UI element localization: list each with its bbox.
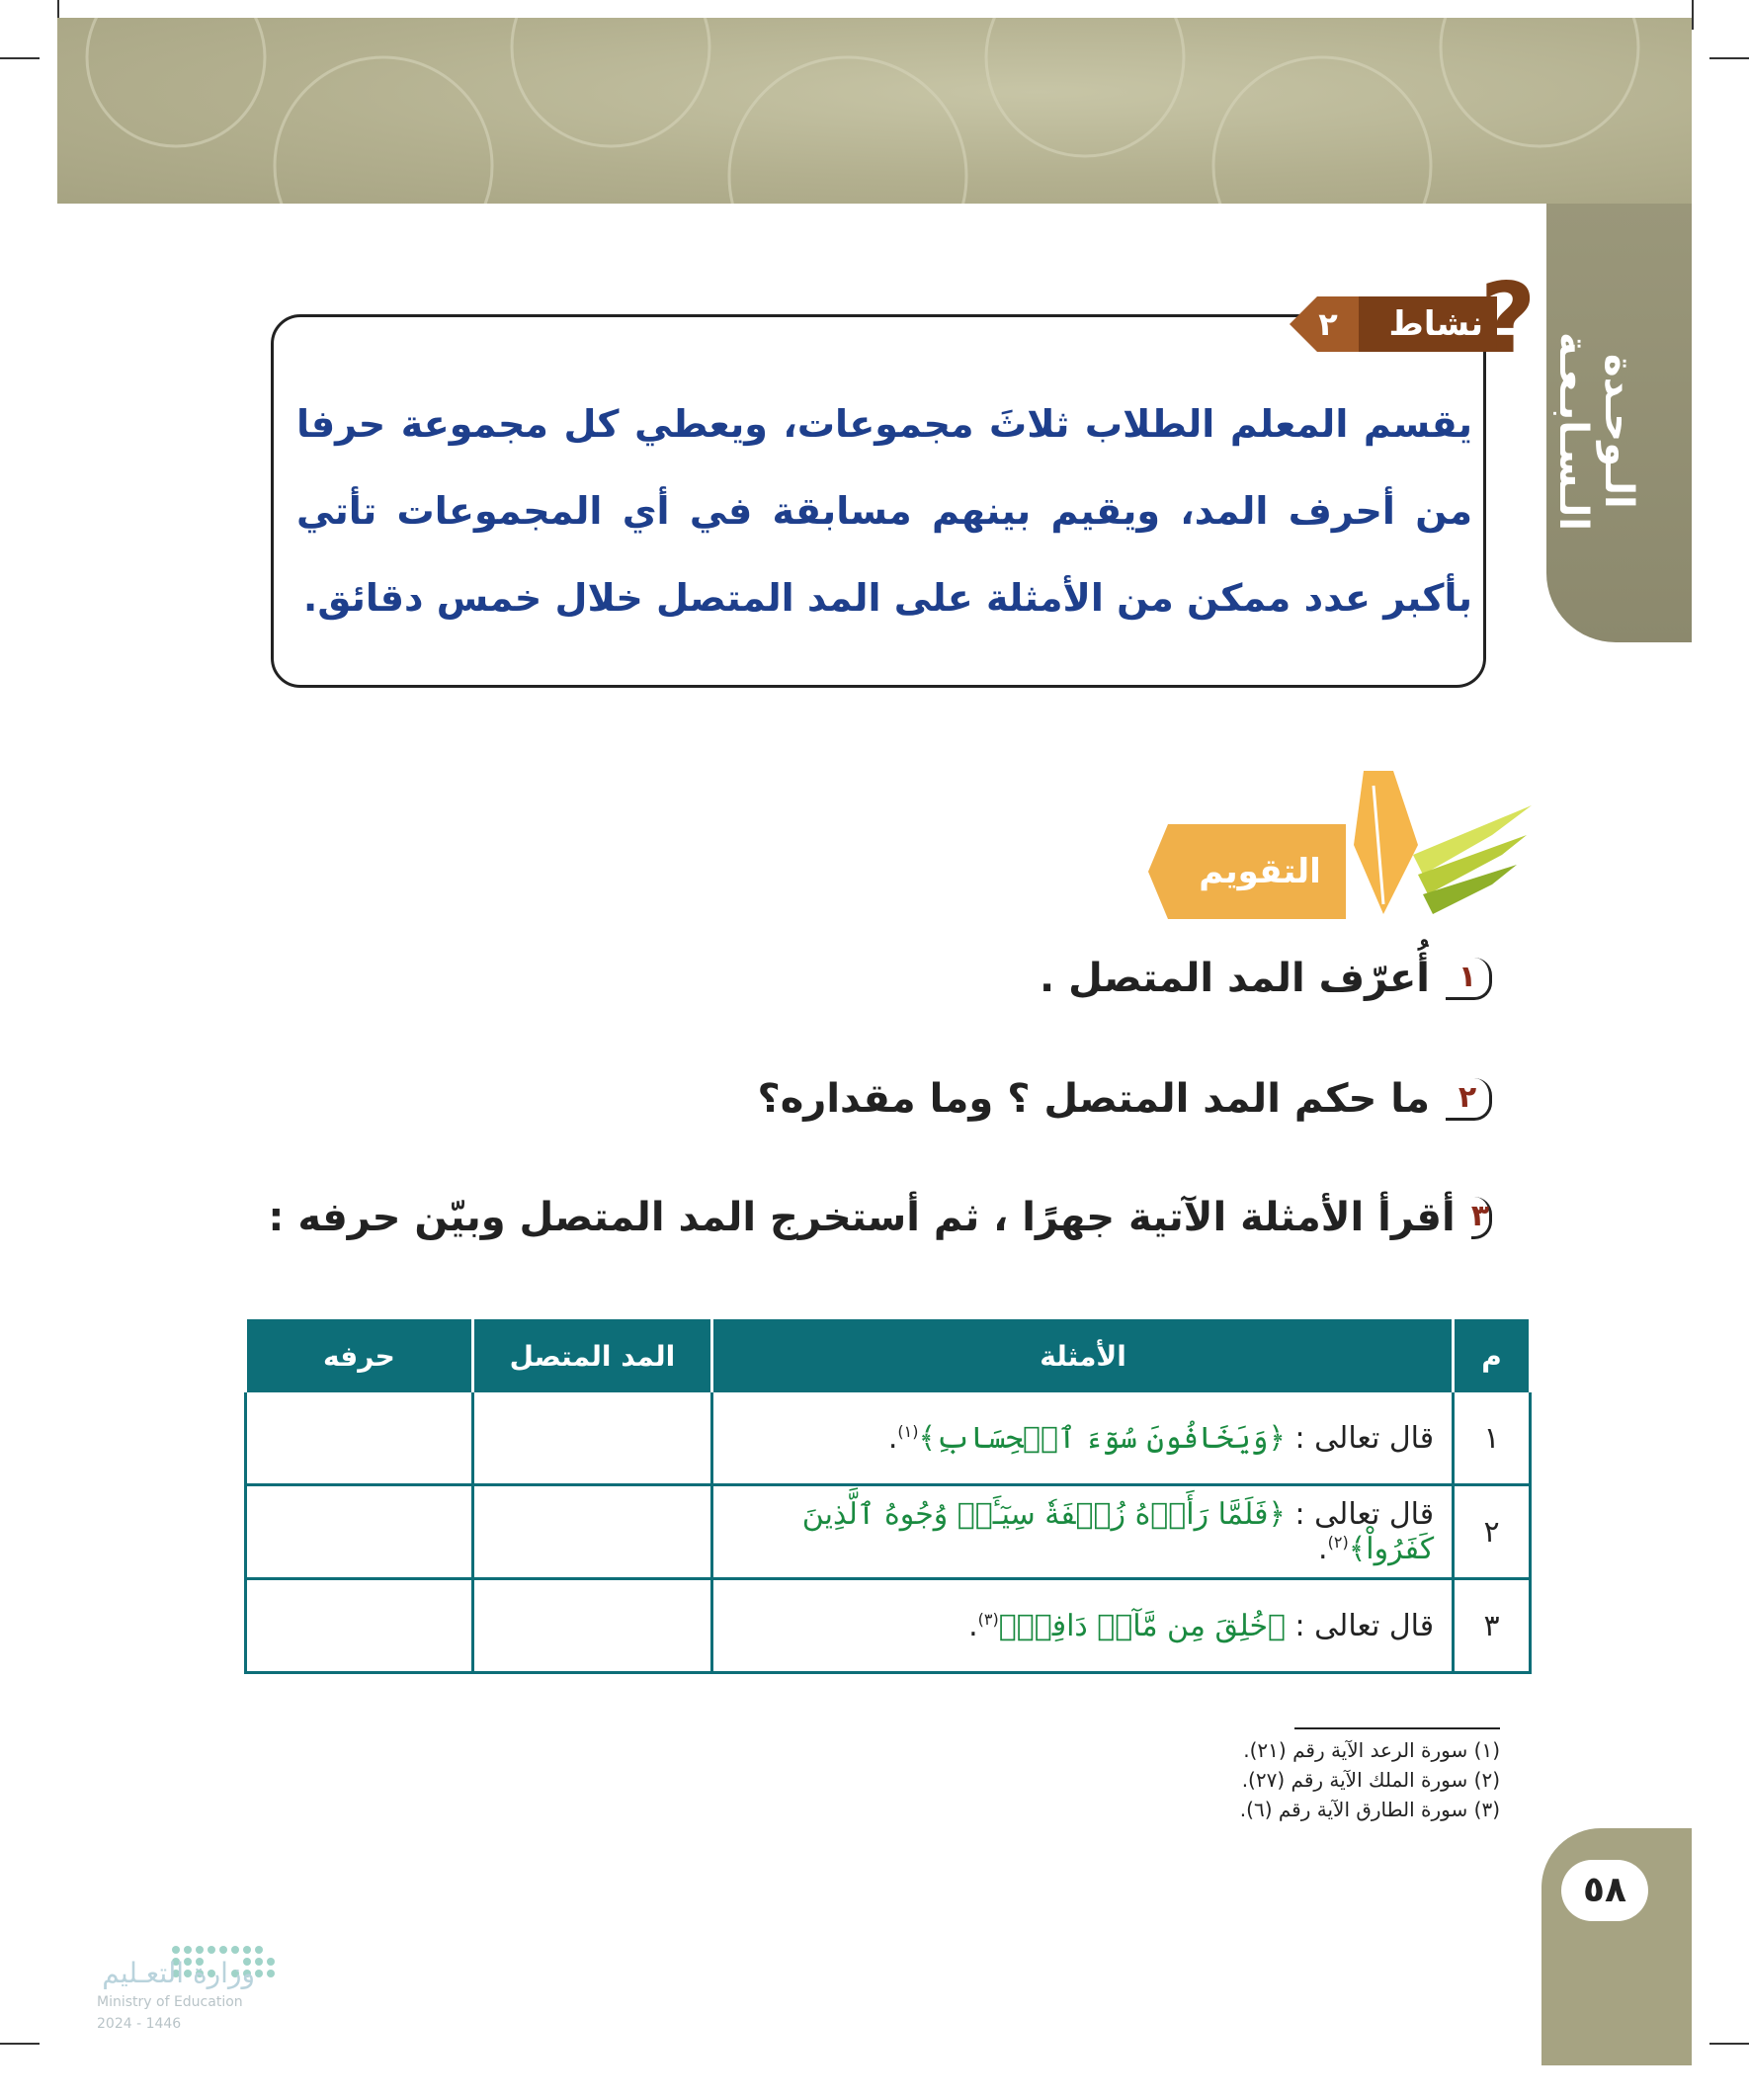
row-number: ٢ [1454,1485,1531,1579]
harf-answer-cell[interactable] [246,1579,473,1673]
crop-mark-bottom-left [0,2043,40,2045]
crop-mark-bottom-right [1709,2043,1749,2045]
madd-answer-cell[interactable] [472,1391,711,1485]
question-number: ٢ [1446,1078,1492,1121]
footnotes [968,1735,1500,1824]
ministry-name-english: Ministry of Education [97,1994,243,2010]
pattern-decoration [57,18,1692,204]
table-row [246,1485,1531,1579]
row-number: ٣ [1454,1579,1531,1673]
activity-text: يقسم المعلم الطلاب ثلاثَ مجموعات، ويعطي كل مجموعة حرفا من أحرف المد، ويقيم بينهم مسابقة في أي المجموعات تأتي بأكبر عدد ممكن من الأمثلة على المد المتصل خلال خمس دقائق. [296,402,1472,620]
harf-answer-cell[interactable] [246,1485,473,1579]
question-mark-icon: ? [1479,263,1537,376]
example-end: . [1318,1532,1328,1566]
question-number: ١ [1446,958,1492,1000]
question-1 [415,949,1492,1008]
footnote-ref: (٣) [977,1609,999,1629]
crop-mark-top-right [1709,57,1749,59]
verse-text: ﴿خُلِقَ مِن مَّآءٖ دَافِقٖ﴾ [998,1608,1286,1643]
examples-table [244,1319,1532,1674]
question-number: ٣ [1471,1197,1492,1239]
question-2 [415,1069,1492,1129]
row-number: ١ [1454,1391,1531,1485]
example-cell [712,1485,1454,1579]
table-row [246,1391,1531,1485]
page-number: ٥٨ [1561,1860,1648,1921]
ministry-name-arabic: وزارة التعـليم [102,1957,255,1989]
footnote-ref: (١) [897,1421,919,1441]
example-cell [712,1579,1454,1673]
unit-title: الـوحـدة الـسـابـعـة [1550,331,1641,531]
footnote-ref: (٢) [1327,1533,1349,1552]
header-pattern-band [57,18,1692,204]
footnote-3: (٣) سورة الطارق الآية رقم (٦). [1239,1798,1500,1821]
footnote-1: (١) سورة الرعد الآية رقم (٢١). [1243,1738,1500,1762]
question-text: أُعرّف المد المتصل . [1040,956,1430,1001]
question-text: أقرأ الأمثلة الآتية جهرًا ، ثم أستخرج المد المتصل وبيّن حرفه : [268,1195,1456,1240]
unit-side-tab [1546,204,1692,642]
header-m: م [1454,1321,1531,1391]
question-text: ما حكم المد المتصل ؟ وما مقداره؟ [757,1076,1430,1122]
madd-answer-cell[interactable] [472,1579,711,1673]
activity-number: ٢ [1318,305,1338,343]
example-end: . [887,1420,898,1456]
header-madd: المد المتصل [472,1321,711,1391]
footnote-divider [1294,1727,1500,1729]
crop-mark-top-right-v [1692,0,1694,30]
evaluation-label: التقويم [1199,852,1321,891]
ministry-year: 2024 - 1446 [97,2016,182,2032]
footnote-2: (٢) سورة الملك الآية رقم (٢٧). [1241,1768,1500,1792]
table-header-row [246,1321,1531,1391]
verse-text: ﴿وَيَخَافُونَ سُوٓءَ ٱلۡحِسَابِ﴾ [918,1420,1286,1456]
question-3 [268,1188,1492,1247]
pen-icon [1334,766,1541,934]
verse-text: ﴿فَلَمَّا رَأَوۡهُ زُلۡفَةٗ سِيٓـَٔتۡ وُجُوهُ ٱلَّذِينَ كَفَرُواْ﴾ [801,1497,1435,1566]
harf-answer-cell[interactable] [246,1391,473,1485]
table-row [246,1579,1531,1673]
example-cell [712,1391,1454,1485]
madd-answer-cell[interactable] [472,1485,711,1579]
activity-label: نشاط [1388,304,1483,344]
example-prefix: قال تعالى : [1286,1608,1435,1643]
crop-mark-top-left [0,57,40,59]
example-end: . [968,1608,978,1643]
header-harf: حرفه [246,1321,473,1391]
header-examples: الأمثلة [712,1321,1454,1391]
example-prefix: قال تعالى : [1286,1497,1435,1532]
example-prefix: قال تعالى : [1286,1420,1435,1456]
